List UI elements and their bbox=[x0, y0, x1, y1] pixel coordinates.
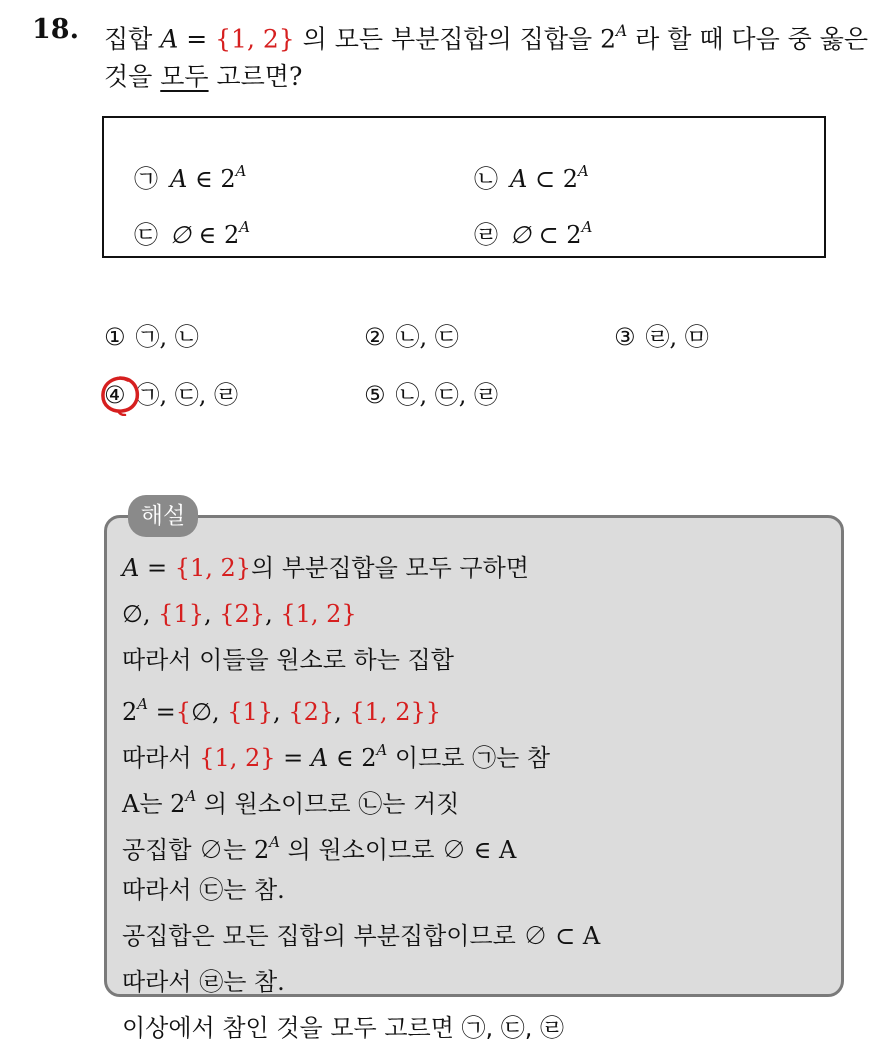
choice-text: ㉡, ㉢ bbox=[395, 323, 459, 351]
sol-text: 의 부분집합을 모두 구하면 bbox=[251, 554, 529, 582]
solution-line-11 bbox=[122, 1008, 600, 1054]
sol-text: A = bbox=[122, 554, 175, 582]
statement-lhs: ∅ ∈ bbox=[170, 221, 224, 249]
sol-set: {1} bbox=[158, 600, 204, 628]
solution-line-6 bbox=[122, 778, 600, 824]
question-line-1 bbox=[104, 14, 874, 58]
statement-3 bbox=[134, 214, 250, 250]
sol-text: = bbox=[148, 698, 176, 726]
solution-line-9: 공집합은 모든 집합의 부분집합이므로 ∅ ⊂ A bbox=[122, 922, 601, 950]
choice-text: ㉠, ㉡ bbox=[135, 323, 199, 351]
sol-text: 는 참. bbox=[223, 876, 285, 904]
question-post: 라 할 때 다음 중 옳은 bbox=[627, 24, 869, 54]
choice-3[interactable] bbox=[614, 322, 709, 352]
sol-text: 의 원소이므로 bbox=[196, 790, 359, 818]
sol-text: 따라서 bbox=[122, 876, 200, 904]
solution-tag: 해설 bbox=[128, 495, 198, 537]
sol-base: 2 bbox=[122, 698, 138, 726]
statement-4 bbox=[474, 214, 592, 250]
sol-set: {1, 2} bbox=[199, 744, 276, 772]
sol-exponent: A bbox=[269, 832, 281, 851]
sol-exponent: A bbox=[376, 740, 388, 759]
solution-line-1 bbox=[122, 548, 600, 594]
sol-exponent: A bbox=[137, 694, 149, 713]
choice-marker: ② bbox=[364, 323, 386, 351]
set-value: {1, 2} bbox=[215, 24, 295, 54]
sol-text: 는 거짓 bbox=[382, 790, 460, 818]
sol-text: , bbox=[203, 600, 220, 628]
sol-marker: ㉢ bbox=[199, 876, 224, 904]
statement-base: 2 bbox=[562, 165, 578, 193]
choice-5[interactable] bbox=[364, 380, 498, 410]
statement-exponent: A bbox=[235, 161, 247, 180]
statement-marker: ㉡ bbox=[474, 165, 498, 193]
sol-set: {1, 2} bbox=[280, 600, 357, 628]
sol-text: , bbox=[273, 698, 289, 726]
solution-line-2 bbox=[122, 594, 600, 640]
statement-lhs: A ⊂ bbox=[510, 165, 563, 193]
power-set-base: 2 bbox=[600, 24, 616, 54]
sol-set: {2} bbox=[288, 698, 335, 726]
statement-marker: ㉠ bbox=[134, 165, 158, 193]
sol-text: = A ∈ bbox=[275, 744, 362, 772]
sol-text: 따라서 bbox=[122, 968, 200, 996]
question-line2-post: 고르면? bbox=[208, 62, 303, 92]
solution-line-10 bbox=[122, 962, 600, 1008]
question-pre: 집합 bbox=[104, 24, 161, 54]
choice-text: ㉡, ㉢, ㉣ bbox=[395, 381, 499, 409]
choice-2[interactable] bbox=[364, 322, 459, 352]
statement-exponent: A bbox=[581, 217, 593, 236]
sol-text: 공집합 ∅는 bbox=[122, 836, 254, 864]
sol-set: {1} bbox=[227, 698, 274, 726]
sol-marker: ㉣ bbox=[199, 968, 224, 996]
choice-1[interactable] bbox=[104, 322, 199, 352]
sol-brace: { bbox=[175, 698, 192, 726]
choice-marker: ① bbox=[104, 323, 126, 351]
sol-set: {2} bbox=[219, 600, 266, 628]
choice-marker: ③ bbox=[614, 323, 636, 351]
choice-4[interactable] bbox=[104, 380, 238, 410]
sol-text: 이상에서 참인 것을 모두 고르면 bbox=[122, 1014, 462, 1042]
choice-text: ㉠, ㉢, ㉣ bbox=[135, 381, 239, 409]
question-text bbox=[104, 14, 874, 96]
choice-marker: ⑤ bbox=[364, 381, 386, 409]
sol-text: A는 bbox=[122, 790, 171, 818]
solution-line-3: 따라서 이들을 원소로 하는 집합 bbox=[122, 646, 454, 674]
sol-exponent: A bbox=[185, 786, 197, 805]
statement-base: 2 bbox=[566, 221, 582, 249]
statement-box bbox=[102, 116, 826, 258]
statement-2 bbox=[474, 158, 589, 194]
sol-brace: } bbox=[425, 698, 442, 726]
underlined-word: 모두 bbox=[160, 62, 209, 92]
question-line-2 bbox=[104, 58, 874, 96]
sol-text: 이므로 bbox=[387, 744, 473, 772]
statement-lhs: A ∈ bbox=[170, 165, 221, 193]
statement-base: 2 bbox=[223, 221, 240, 249]
statement-exponent: A bbox=[577, 161, 589, 180]
sol-text: , bbox=[265, 600, 281, 628]
statement-base: 2 bbox=[220, 165, 236, 193]
statement-marker: ㉣ bbox=[474, 221, 498, 249]
sol-base: 2 bbox=[361, 744, 377, 772]
question-line2-pre: 것을 bbox=[104, 62, 161, 92]
solution-line-7 bbox=[122, 824, 600, 870]
power-set-exponent: A bbox=[615, 21, 628, 40]
sol-text: 의 원소이므로 ∅ ∈ A bbox=[280, 836, 517, 864]
statement-exponent: A bbox=[239, 217, 250, 236]
sol-text: , bbox=[334, 698, 350, 726]
solution-line-5 bbox=[122, 732, 600, 778]
sol-text: 는 참. bbox=[223, 968, 285, 996]
sol-text: 따라서 bbox=[122, 744, 200, 772]
sol-text: ∅, bbox=[122, 600, 159, 628]
sol-text: ∅, bbox=[191, 698, 228, 726]
sol-set: {1, 2} bbox=[349, 698, 426, 726]
solution-line-8 bbox=[122, 870, 600, 916]
statement-lhs: ∅ ⊂ bbox=[510, 221, 567, 249]
sol-marker: ㉠, ㉢, ㉣ bbox=[461, 1014, 565, 1042]
question-number: 18. bbox=[32, 14, 79, 45]
choice-text: ㉣, ㉤ bbox=[645, 323, 709, 351]
sol-base: 2 bbox=[254, 836, 270, 864]
question-mid: 의 모든 부분집합의 집합을 bbox=[294, 24, 601, 54]
sol-base: 2 bbox=[170, 790, 186, 818]
statement-marker: ㉢ bbox=[134, 221, 158, 249]
sol-text: 는 참 bbox=[496, 744, 551, 772]
sol-set: {1, 2} bbox=[174, 554, 252, 582]
sol-marker: ㉠ bbox=[472, 744, 497, 772]
set-expression: A = bbox=[160, 24, 216, 54]
solution-lines bbox=[122, 548, 600, 1054]
statement-1 bbox=[134, 158, 246, 194]
solution-line-4 bbox=[122, 686, 600, 732]
sol-marker: ㉡ bbox=[358, 790, 383, 818]
choice-marker: ④ bbox=[104, 381, 126, 409]
